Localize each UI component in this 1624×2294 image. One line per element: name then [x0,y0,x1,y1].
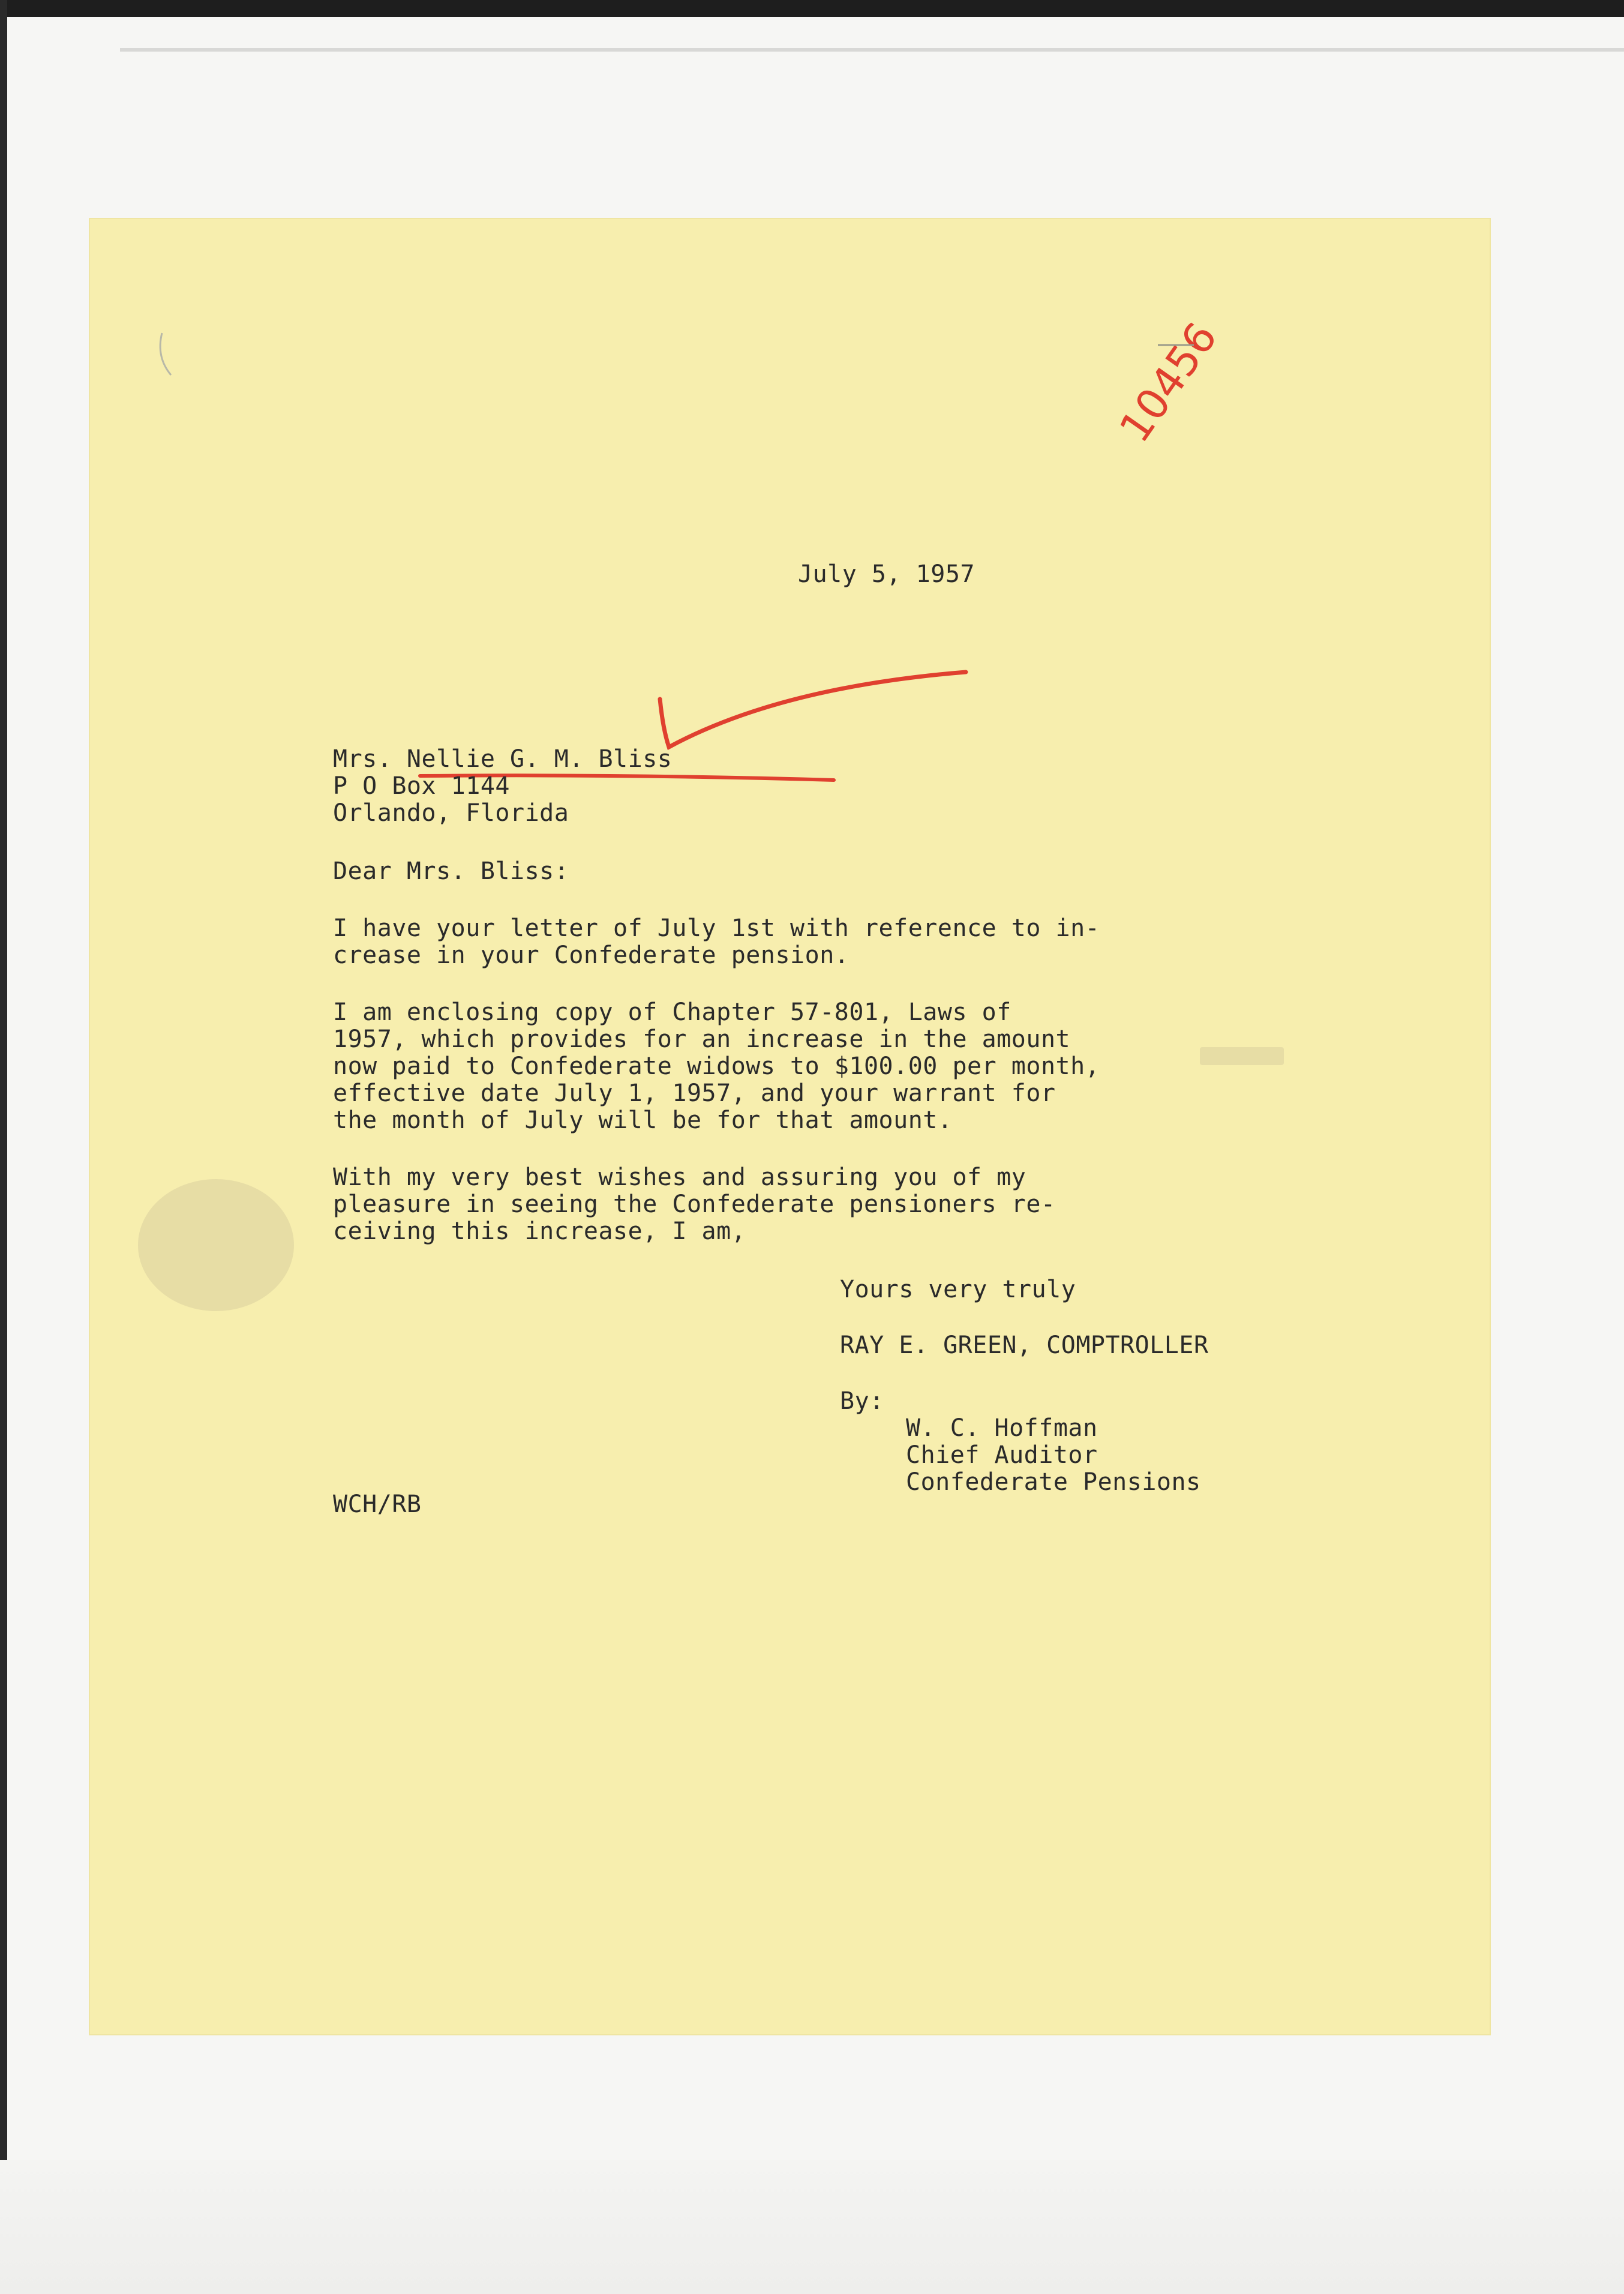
paper-smudge [1200,1047,1284,1065]
body-line: I have your letter of July 1st with reference to in- [333,914,1100,942]
recipient-name: Mrs. Nellie G. M. Bliss [333,745,673,773]
scan-background [0,2160,1624,2294]
body-line: With my very best wishes and assuring you of my [333,1164,1026,1191]
body-line: 1957, which provides for an increase in the amount [333,1025,1071,1053]
signer-name: W. C. Hoffman [906,1414,1098,1442]
body-line: I am enclosing copy of Chapter 57-801, Laws of [333,998,1011,1026]
letter-sheet [90,219,1490,2034]
salutation: Dear Mrs. Bliss: [333,857,569,885]
closing: Yours very truly [840,1276,1076,1303]
typist-initials: WCH/RB [333,1491,422,1518]
scan-frame-top-edge [0,0,1624,17]
pencil-file-number: 10456 [1110,313,1227,452]
underlying-sheet-edge [120,48,1624,52]
paper-smudge [138,1179,294,1311]
recipient-box: P O Box 1144 [333,772,510,800]
signer-title: Chief Auditor [906,1441,1098,1469]
body-line: pleasure in seeing the Confederate pensioners re- [333,1191,1056,1218]
signatory-org: RAY E. GREEN, COMPTROLLER [840,1332,1209,1359]
body-line: the month of July will be for that amount. [333,1106,953,1134]
scan-frame-left-edge [0,0,7,2294]
by-label: By: [840,1387,884,1415]
body-line: crease in your Confederate pension. [333,941,849,969]
body-line: now paid to Confederate widows to $100.00 per month, [333,1052,1100,1080]
recipient-city: Orlando, Florida [333,799,569,827]
body-line: ceiving this increase, I am, [333,1218,746,1245]
letter-date: July 5, 1957 [798,560,975,588]
signer-department: Confederate Pensions [906,1468,1201,1496]
body-line: effective date July 1, 1957, and your warrant for [333,1079,1056,1107]
